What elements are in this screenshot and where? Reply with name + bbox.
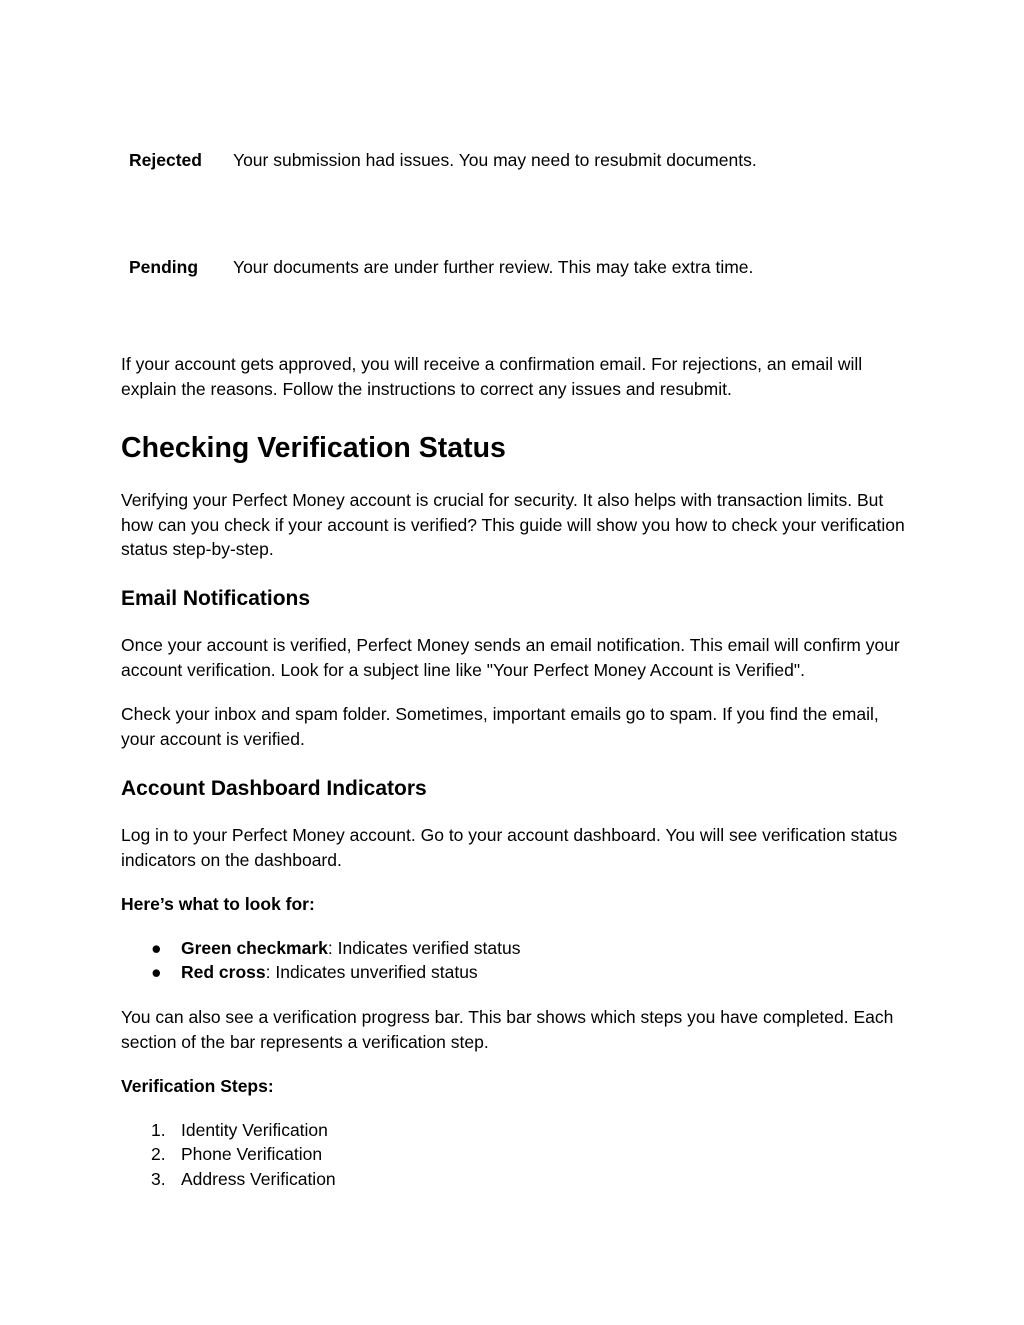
progress-paragraph: You can also see a verification progress bar. This bar shows which steps you have completed. Each section of the bar represents a verification step. bbox=[121, 1007, 894, 1052]
section-paragraph: Verifying your Perfect Money account is crucial for security. It also helps with transaction limits. But how can you check if your account is verified? This guide will show you how to check your verification status step-by-step. bbox=[121, 490, 905, 559]
list-item bbox=[121, 1142, 336, 1166]
indicator-list bbox=[121, 936, 521, 985]
step-number: 2. bbox=[151, 1144, 166, 1165]
step-text: Address Verification bbox=[181, 1168, 336, 1189]
step-text: Identity Verification bbox=[181, 1120, 328, 1140]
approval-paragraph: If your account gets approved, you will receive a confirmation email. For rejections, an email will explain the reasons. Follow the instructions to correct any issues and resubmit. bbox=[121, 354, 863, 399]
list-item bbox=[121, 960, 521, 984]
step-text: Phone Verification bbox=[181, 1144, 323, 1165]
steps-label: Verification Steps: bbox=[121, 1076, 274, 1096]
dashboard-indicators-heading: Account Dashboard Indicators bbox=[121, 777, 427, 800]
look-for-label: Here’s what to look for: bbox=[121, 894, 315, 914]
status-description: Your documents are under further review. This may take extra time. bbox=[233, 257, 754, 277]
step-number: 3. bbox=[151, 1168, 166, 1189]
status-label: Rejected bbox=[129, 150, 202, 170]
bullet-icon: ● bbox=[151, 938, 162, 958]
status-label: Pending bbox=[129, 257, 199, 277]
list-item bbox=[121, 936, 521, 960]
indicator-text: : Indicates unverified status bbox=[265, 962, 478, 983]
list-item bbox=[121, 1167, 336, 1191]
steps-list bbox=[121, 1118, 336, 1191]
indicator-term: Red cross bbox=[181, 962, 266, 983]
email-paragraph-2: Check your inbox and spam folder. Sometimes, important emails go to spam. If you find the email, your account is verified. bbox=[121, 704, 879, 749]
indicator-term: Green checkmark bbox=[181, 938, 328, 958]
bullet-icon: ● bbox=[151, 962, 162, 983]
step-number: 1. bbox=[151, 1120, 166, 1140]
status-description: Your submission had issues. You may need to resubmit documents. bbox=[233, 150, 757, 170]
email-notifications-heading: Email Notifications bbox=[121, 587, 311, 610]
dashboard-paragraph: Log in to your Perfect Money account. Go to your account dashboard. You will see verification status indicators on the dashboard. bbox=[121, 825, 898, 870]
indicator-text: : Indicates verified status bbox=[327, 938, 521, 958]
email-paragraph-1: Once your account is verified, Perfect Money sends an email notification. This email will confirm your account verification. Look for a subject line like "Your Perfect Money Account is Verified". bbox=[121, 635, 900, 680]
section-heading: Checking Verification Status bbox=[121, 432, 506, 464]
list-item bbox=[121, 1118, 336, 1142]
